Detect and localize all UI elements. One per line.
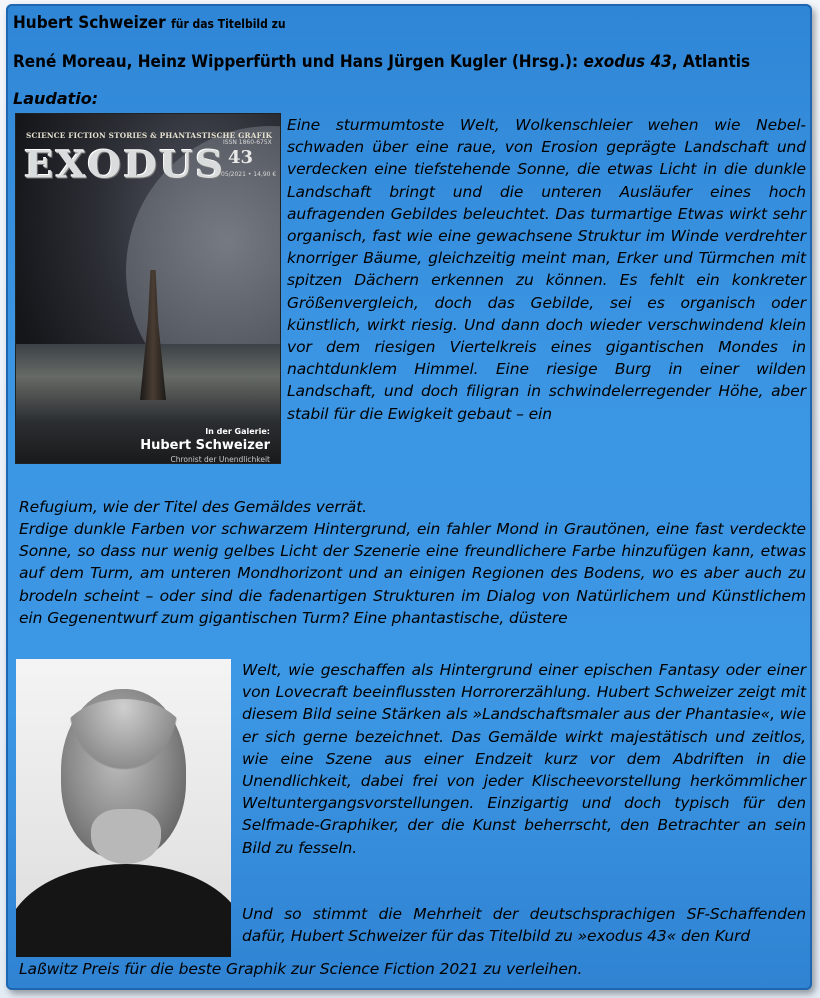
cover-logo: EXODUS bbox=[24, 143, 226, 187]
magazine-cover-image bbox=[16, 114, 280, 463]
cover-artist-name: Hubert Schweizer bbox=[140, 438, 270, 453]
laudatio-paragraph-4: Und so stimmt die Mehrheit der deutschsprachigen SF-Schaffenden dafür, Hubert Schweizer für das Titelbild zu »exodus 43« den Kurd bbox=[242, 905, 806, 946]
winner-name: Hubert Schweizer bbox=[13, 13, 166, 33]
cover-issn: ISSN 1860-675X bbox=[223, 139, 272, 146]
work-reference bbox=[13, 52, 750, 72]
cover-date-price: 05/2021 • 14,90 € bbox=[221, 171, 277, 178]
laudatio-paragraph-2: Erdige dunkle Farben vor schwarzem Hintergrund, ein fahler Mond in Grautönen, eine fast verdeckte Sonne, so dass nur wenig gelbes Licht der Szenerie eine freundlichere Farbe hinzufügen kann, etwas auf dem Turm, am unteren Mondhorizont und an einigen Regionen des Bodens, wo es aber auch zu brodeln scheint – oder sind die fadenartigen Strukturen im Dialog von Natürlichem und Künstlichem ein Gegenentwurf zum gigantischen Turm? Eine phantastische, düstere bbox=[19, 520, 806, 627]
laudatio-paragraph-4-end: Laßwitz Preis für die beste Graphik zur Science Fiction 2021 zu verleihen. bbox=[19, 960, 583, 978]
portrait-hair bbox=[61, 699, 186, 779]
winner-context: für das Titelbild zu bbox=[171, 17, 286, 31]
cover-gallery-label: In der Galerie: bbox=[205, 427, 270, 436]
laudatio-paragraph-1-end: Refugium, wie der Titel des Gemäldes verrät. bbox=[19, 498, 368, 516]
section-label: Laudatio: bbox=[13, 89, 99, 108]
laudatio-paragraph-1: Eine sturmumtoste Welt, Wolkenschleier wehen wie Nebelschwaden über eine raue, von Erosion geprägte Landschaft und verdecken eine tiefstehende Sonne, die etwas Licht in die dunkle Landschaft bringt und die unteren Ausläufer eines hoch aufragenden Gebildes beleuchtet. Das turmartige Etwas wirkt sehr organisch, fast wie eine gewachsene Struktur im Winde verdrehter knorriger Bäume, gleichzeitig meint man, Erker und Türmchen mit spitzen Dächern erkennen zu können. Es fehlt ein konkreter Größenvergleich, doch das Gebilde, sei es organisch oder künstlich, wirkt riesig. Und dann doch wieder verschwindend klein vor dem riesigen Viertelkreis eines gigantischen Mondes in nachtdunklem Himmel. Eine riesige Burg in einer wilden Landschaft, und doch filigran in schwindelerregender Höhe, aber stabil für die Ewigkeit gebaut – ein bbox=[287, 116, 806, 423]
cover-artist-subtitle: Chronist der Unendlichkeit bbox=[170, 455, 270, 463]
work-title: exodus 43 bbox=[583, 52, 672, 72]
cover-series-text: SCIENCE FICTION STORIES & PHANTASTISCHE GRAFIK bbox=[26, 131, 273, 140]
portrait-shoulders bbox=[16, 864, 231, 957]
cover-issue-number: 43 bbox=[228, 147, 254, 168]
artist-portrait-photo bbox=[16, 659, 231, 957]
editors-text: René Moreau, Heinz Wipperfürth und Hans Jürgen Kugler (Hrsg.): bbox=[13, 52, 584, 72]
award-winner-heading bbox=[13, 13, 286, 33]
portrait-beard bbox=[91, 809, 161, 864]
laudatio-paragraph-3: Welt, wie geschaffen als Hintergrund einer epischen Fantasy oder einer von Lovecraft beeinflussten Horrorerzählung. Hubert Schweizer zeigt mit diesem Bild seine Stärken als »Landschaftsmaler aus der Phantasie«, wie er sich gerne bezeichnet. Das Gemälde wirkt majestätisch und zeitlos, wie eine Szene aus einer Endzeit kurz vor dem Abdriften in die Unendlichkeit, dabei frei von jeder Klischeevorstellung herkömmlicher Weltuntergangsvorstellungen. Einzigartig und doch typisch für den Selfmade-Graphiker, der die Kunst beherrscht, den Betrachter an sein Bild zu fesseln. bbox=[242, 661, 806, 857]
publisher-text: , Atlantis bbox=[671, 52, 751, 72]
